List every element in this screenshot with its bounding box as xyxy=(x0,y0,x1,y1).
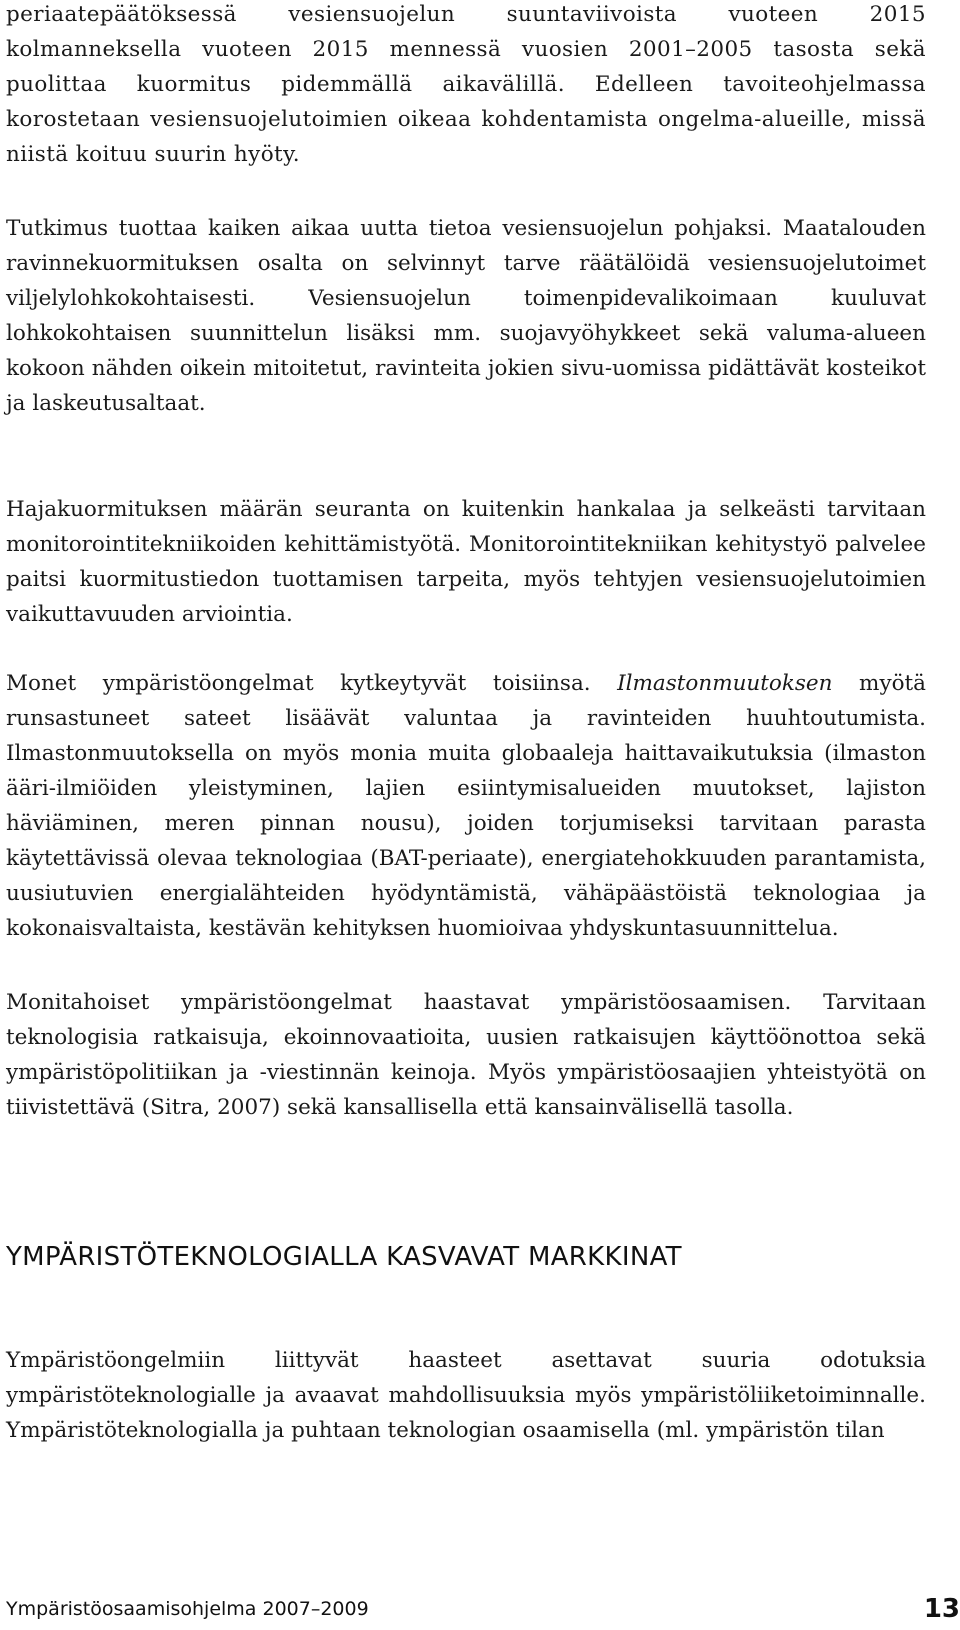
paragraph-climate-body: myötä runsastuneet sateet lisäävät valuntaa ja ravinteiden huuhtoutumista. Ilmastonmuutoksella on myös monia muita globaaleja haittavaikutuksia (ilmaston ääri-ilmiöiden yleistyminen, lajien esiintymisalueiden muutokset, lajiston häviäminen, meren pinnan nousu), joiden torjumiseksi tarvitaan parasta käytettävissä olevaa teknologiaa (BAT-periaate), energiatehokkuuden parantamista, uusiutuvien energialähteiden hyödyntämistä, vähäpäästöistä teknologiaa ja kokonaisvaltaista, kestävän kehityksen huomioivaa yhdyskuntasuunnittelua. xyxy=(6,671,926,941)
paragraph-environmental-expertise: Monitahoiset ympäristöongelmat haastavat ympäristöosaamisen. Tarvitaan teknologisia ratkaisuja, ekoinnovaatioita, uusien ratkaisujen käyttöönottoa sekä ympäristöpolitiikan ja -viestinnän keinoja. Myös ympäristöosaajien yhteistyötä on tiivistettävä (Sitra, 2007) sekä kansallisella että kansainvälisellä tasolla. xyxy=(6,990,926,1120)
footer-title: Ympäristöosaamisohjelma 2007–2009 xyxy=(6,1598,369,1620)
page-footer xyxy=(6,1594,960,1628)
climate-change-term: Ilmastonmuutoksen xyxy=(617,671,833,696)
paragraph-water-protection-goals: periaatepäätöksessä vesiensuojelun suuntaviivoista vuoteen 2015 kolmanneksella vuoteen 2015 mennessä vuosien 2001–2005 tasosta sekä puolittaa kuormitus pidemmällä aikavälillä. Edelleen tavoiteohjelmassa korostetaan vesiensuojelutoimien oikeaa kohdentamista ongelma-alueille, missä niistä koituu suurin hyöty. xyxy=(6,2,926,167)
paragraph-climate-lead: Monet ympäristöongelmat kytkeytyvät toisiinsa. xyxy=(6,671,618,696)
section-heading: YMPÄRISTÖTEKNOLOGIALLA KASVAVAT MARKKINAT xyxy=(6,1242,682,1272)
paragraph-climate-change xyxy=(6,666,926,946)
paragraph-environmental-technology: Ympäristöongelmiin liittyvät haasteet asettavat suuria odotuksia ympäristöteknologialle ja avaavat mahdollisuuksia myös ympäristöliiketoiminnalle. Ympäristöteknologialla ja puhtaan teknologian osaamisella (ml. ympäristön tilan xyxy=(6,1348,926,1443)
paragraph-research: Tutkimus tuottaa kaiken aikaa uutta tietoa vesiensuojelun pohjaksi. Maatalouden ravinnekuormituksen osalta on selvinnyt tarve räätälöidä vesiensuojelutoimet viljelylohkokohtaisesti. Vesiensuojelun toimenpidevalikoimaan kuuluvat lohkokohtaisen suunnittelun lisäksi mm. suojavyöhykkeet sekä valuma-alueen kokoon nähden oikein mitoitetut, ravinteita jokien sivu-uomissa pidättävät kosteikot ja laskeutusaltaat. xyxy=(6,216,926,416)
paragraph-monitoring: Hajakuormituksen määrän seuranta on kuitenkin hankalaa ja selkeästi tarvitaan monitorointitekniikoiden kehittämistyötä. Monitorointitekniikan kehitystyö palvelee paitsi kuormitustiedon tuottamisen tarpeita, myös tehtyjen vesiensuojelutoimien vaikuttavuuden arviointia. xyxy=(6,497,926,627)
page-number: 13 xyxy=(923,1594,960,1624)
